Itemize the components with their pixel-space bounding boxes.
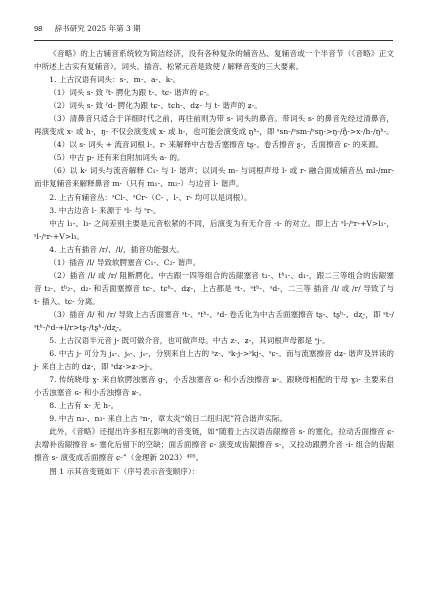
- paragraph: 6. 中古 j- 可分为 jₐ-、jₑ-、jₒ-，分别来自上古的 ˢz-、ˢk-j->ˢkj-、ˢɕ-。而与流塞擦音 dʑ- 谐声及异读的 j- 来自上古的 dʑ-，即 ˢdʑ->ʑ->j-。: [34, 349, 394, 372]
- article-body: [34, 47, 394, 478]
- paragraph: 5. 上古汉语半元音 j- 既可做介音，也可做声母。中古 z-、ʑ-，其词根声母都是 ˢj-。: [49, 336, 330, 346]
- paragraph: 1. 上古汉语有词头：s-、m-、a-、k-。: [49, 75, 181, 85]
- paragraph: （2）词头 s- 致 ˀd- 腭化为跟 tɕ-、tɕh-、dʑ- 与 t- 谐声的 ʑ-。: [49, 101, 263, 111]
- paragraph: （1）插音 /l/ 导致软腭塞音 C₁-、C₂- 谐声。: [49, 257, 201, 267]
- page-header: [34, 18, 393, 41]
- paragraph: （2）插音 /l/ 或 /r/ 阻断腭化。中古跟一四等组合的齿龈塞音 t₁-、tʰ₁-、d₁-，跟二三等组合的齿龈塞音 t₂-、tʰ₂-、d₂- 和舌面塞擦音 tɕ-、tɕʰ-、dʑ-，上古都是 ˢt-、ˢtʰ-、ˢd-，二三等 插音 /l/ 或 /r/ 导致了与 t- 插入、tɕ- 分离。: [34, 270, 394, 306]
- journal-title: 辞书研究 2025 年第 3 期: [54, 24, 141, 33]
- paragraph: （4）以 s- 词头 + 流音词根 l-、r- 来解释中古卷舌塞擦音 tʂ-、卷舌擦音 ʂ-，舌面擦音 ɕ- 的来源。: [49, 140, 384, 150]
- paragraph: 3. 中古边音 l- 来源于 ˢl- 与 ˢr-。: [49, 205, 161, 215]
- paragraph: 图 1 示其音变链如下（序号表示音变顺序）：: [49, 466, 200, 476]
- paragraph: 2. 上古有辅音丛：ˢCl-、ˢCr-（C- 、l-、r- 均可以是词根）。: [49, 192, 252, 202]
- paragraph: （3）插音 /l/ 和 /r/ 导致上古舌面塞音 ˢt-、ˢtʰ-、ˢd- 卷舌化为中古舌面塞擦音 tʂ-、tʂʰ-、dʐ-，即 ˢt-/ˢtʰ-/ˢd-+l/r>tʂ-/tʂʰ-/dʐ-。: [34, 309, 394, 332]
- paragraph: 8. 上古有 x- 无 h-。: [49, 401, 119, 411]
- paragraph: 4. 上古有插音 /r/、/l/，插音功能强大。: [49, 244, 184, 254]
- paragraph: 《音略》的上古辅音系统较为简洁经济，没有各种复杂的辅音丛、复辅音或一个半音节（《音略》正文中所述上古实有复辅音）。词头、插音、松紧元音是致使 / 解释音变的三大要素。: [34, 49, 394, 72]
- paragraph: （5）中古 p- 还有来自附加词头 a- 的。: [49, 153, 185, 163]
- paragraph: （3）清鼻音只适合于详细时代之前，再往前则为带 s- 词头的鼻音。带词头 s- 的鼻音先经过清鼻音，再演变成 x- 或 h-，ŋ- 不仅会演变成 x- 或 h-，也可能会演变成 ŋʰ-，即 ˢsn-/ˢsm-/ˢsŋ->ŋ-/ŋ̊->x-/h-/ŋʰ-。: [34, 114, 394, 137]
- paragraph: 此外，《音略》还提出许多相互影响的音变链，如“随着上古汉语齿龈擦音 s- 的塞化，拉动舌面擦音 ɕ- 去增补齿龈擦音 s- 塞化后留下的空缺；面舌面擦音 ɕ- 演变成齿龈擦音 s-，又拉动跟腭介音 -i- 组合的齿龈擦音 s- 演变成舌面擦音 ɕ-”（金理新 2023）⁴⁰⁵。: [34, 427, 394, 463]
- page-number: 98: [34, 24, 43, 33]
- paragraph: （6）以 k- 词头与流音解释 C₁- 与 l- 谐声；以词头 m- 与词根声母 l- 或 r- 融合面成辅音丛 ml-/mr- 而非复辅音来解释鼻音 m-（只有 m₁-、m₂-）与边音 l- 谐声。: [34, 166, 394, 189]
- paragraph: 7. 传统晓母 ɣ- 来自软腭浊塞音 g-，小舌浊塞音 ɢ- 和小舌浊擦音 ʁ-。跟晓母相配的于母 ɣ₃- 主要来自小舌浊塞音 ɢ- 和小舌浊擦音 ʁ-。: [34, 375, 394, 398]
- paragraph: 中古 l₁-、l₃- 之间差别主要是元音松紧的不同，后演变为有无介音 -i- 的对立。即上古 ˢl-/ˢr-+V>l₁-，ˢl-/ˢr-+V>l₃。: [34, 218, 394, 241]
- paragraph: 9. 中古 n₃-、n₃- 来自上古 ˢn-，章太炎“娘日二纽归泥”符合谐声实际。: [49, 414, 288, 424]
- paragraph: （1）词头 s- 致 ˀt- 腭化为跟 t-、tɕ- 谐声的 ɕ-。: [49, 88, 214, 98]
